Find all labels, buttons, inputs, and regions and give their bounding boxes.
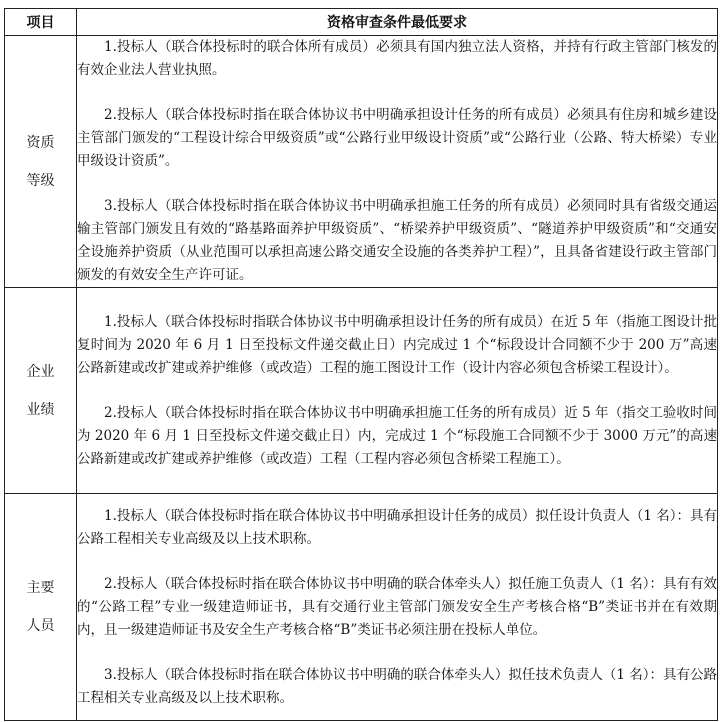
section-label-line: 企业: [26, 363, 55, 380]
requirement-item: 3.投标人（联合体投标时指在联合体协议书中明确的联合体牵头人）拟任技术负责人（1 名）：具有公路工程相关专业高级及以上技术职称。: [77, 666, 718, 706]
section-label: [5, 288, 77, 494]
requirement-item: 1.投标人（联合体投标时指在联合体协议书中明确承担设计任务的成员）拟任设计负责人（1 名）：具有公路工程相关专业高级及以上技术职称。: [77, 507, 718, 547]
section-label: [5, 494, 77, 721]
requirement-item: 1.投标人（联合体投标时指联合体协议书中明确承担设计任务的所有成员）在近 5 年（指施工图设计批复时间为 2020 年 6 月 1 日至投标文件递交截止日）内完成过 1 个“标段设计合同额不少于 200 万”高速公路新建或改扩建或养护维修（或改造）工程的施工图设计工作（设计内容必须包含桥梁工程设计）。: [77, 313, 717, 376]
qualification-table: [4, 8, 718, 721]
section-label-line: 等级: [26, 172, 55, 189]
section-label-line: 人员: [26, 618, 55, 634]
requirement-item: 3.投标人（联合体投标时指在联合体协议书中明确承担施工任务的所有成员）必须同时具有省级交通运输主管部门颁发且有效的“路基路面养护甲级资质”、“桥梁养护甲级资质”、“隧道养护甲级资质”和“交通安全设施养护资质（从业范围可以承担高速公路交通安全设施的各类养护工程）”，且具备省建设行政主管部门颁发的有效安全生产许可证。: [77, 198, 717, 283]
section-label-line: 主要: [26, 580, 55, 596]
requirement-item: 2.投标人（联合体投标时指在联合体协议书中明确承担施工任务的所有成员）近 5 年（指交工验收时间为 2020 年 6 月 1 日至投标文件递交截止日）内，完成过 1 个“标段施工合同额不少于 3000 万元”的高速公路新建或改扩建或养护维修（或改造）工程（工程内容必须包含桥梁工程施工）。: [77, 404, 717, 467]
requirement-item: 2.投标人（联合体投标时指在联合体协议书中明确承担设计任务的所有成员）必须具有住房和城乡建设主管部门颁发的“工程设计综合甲级资质”或“公路行业甲级设计资质”或“公路行业（公路、特大桥梁）专业甲级设计资质”。: [77, 107, 717, 169]
table-header-row: [5, 9, 718, 36]
section-label-line: 业绩: [26, 401, 55, 418]
section-label-line: 资质: [26, 134, 55, 151]
section-performance-row: [5, 288, 718, 494]
section-personnel-row: [5, 494, 718, 721]
requirement-item: 2.投标人（联合体投标时指在联合体协议书中明确的联合体牵头人）拟任施工负责人（1 名）：具有有效的“公路工程”专业一级建造师证书，具有交通行业主管部门颁发安全生产考核合格“B”类证书并在有效期内，且一级建造师证书及安全生产考核合格“B”类证书必须注册在投标人单位。: [77, 575, 718, 638]
section-content: [77, 494, 718, 721]
header-requirements: 资格审查条件最低要求: [77, 9, 718, 36]
header-item: 项目: [5, 9, 77, 36]
section-qualification-row: [5, 36, 718, 288]
requirement-item: 1.投标人（联合体投标时的联合体所有成员）必须具有国内独立法人资格，并持有行政主管部门核发的有效企业法人营业执照。: [77, 39, 717, 78]
section-content: [77, 36, 718, 288]
section-content: [77, 288, 718, 494]
section-label: [5, 36, 77, 288]
